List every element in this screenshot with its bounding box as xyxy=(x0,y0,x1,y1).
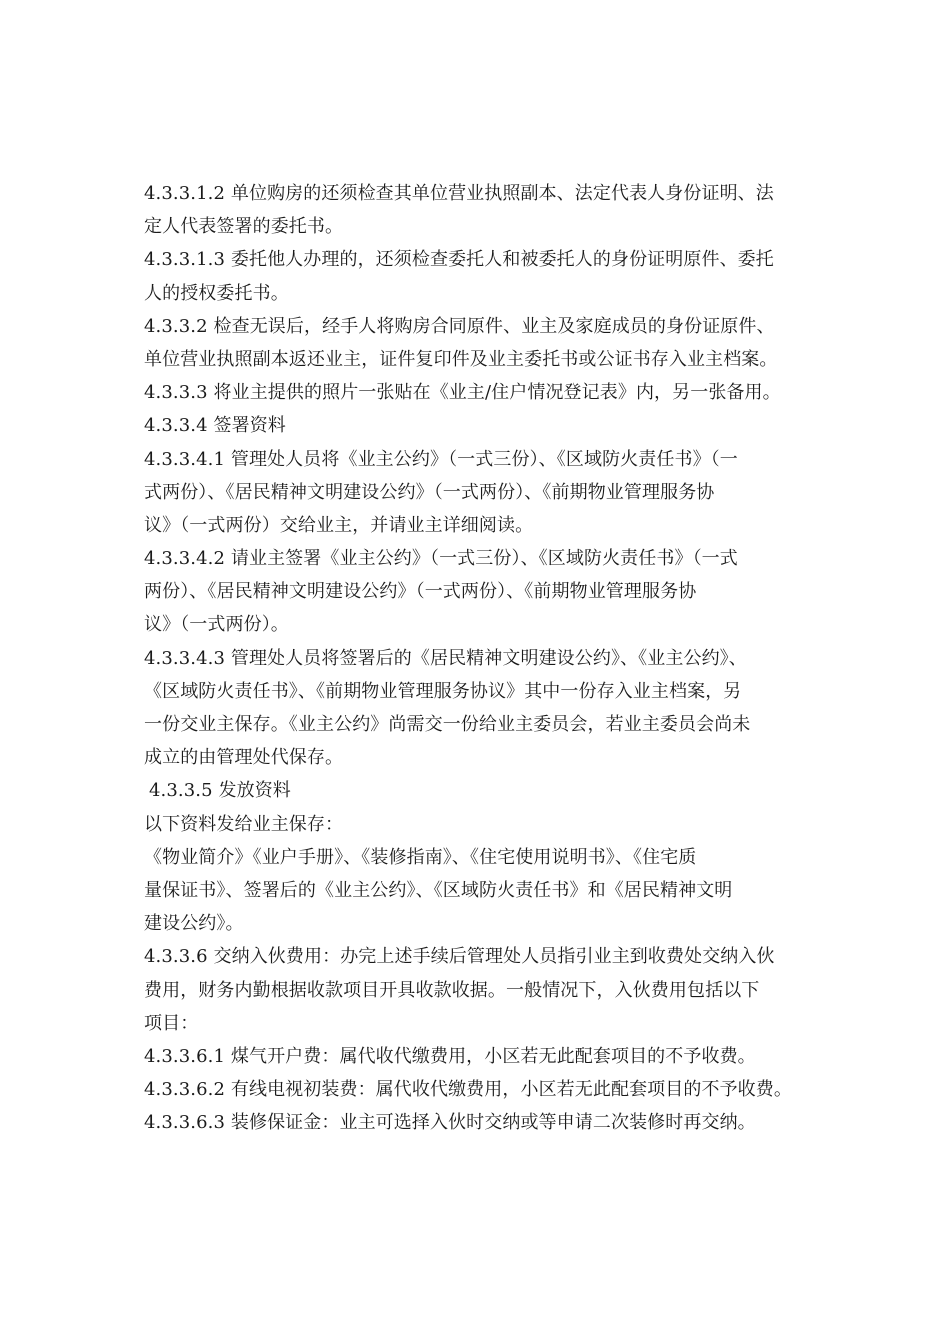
line-4-3-3-4-2-c: 议》（一式两份）。 xyxy=(144,614,289,636)
line-4-3-3-2-b: 单位营业执照副本返还业主，证件复印件及业主委托书或公证书存入业主档案。 xyxy=(144,348,778,370)
line-4-3-3-4-3-c: 一份交业主保存。《业主公约》尚需交一份给业主委员会，若业主委员会尚未 xyxy=(144,714,751,735)
line-4-3-3-1-3-a: 4.3.3.1.3 委托他人办理的，还须检查委托人和被委托人的身份证明原件、委托 xyxy=(144,249,774,271)
line-4-3-3-4-3-d: 成立的由管理处代保存。 xyxy=(144,747,344,769)
line-4-3-3-4-2-a: 4.3.3.4.2 请业主签署《业主公约》（一式三份）、《区域防火责任书》（一式 xyxy=(144,548,738,570)
line-4-3-3-6-2: 4.3.3.6.2 有线电视初装费：属代收代缴费用，小区若无此配套项目的不予收费。 xyxy=(144,1079,792,1101)
line-4-3-3-6-1: 4.3.3.6.1 煤气开户费：属代收代缴费用，小区若无此配套项目的不予收费。 xyxy=(144,1045,756,1067)
line-distribution-list-b: 量保证书》、签署后的《业主公约》、《区域防火责任书》和《居民精神文明 xyxy=(144,879,733,901)
line-4-3-3-6-3: 4.3.3.6.3 装修保证金：业主可选择入伙时交纳或等申请二次装修时再交纳。 xyxy=(144,1112,756,1134)
line-4-3-3-6-a: 4.3.3.6 交纳入伙费用：办完上述手续后管理处人员指引业主到收费处交纳入伙 xyxy=(144,946,775,968)
line-distribution-intro: 以下资料发给业主保存： xyxy=(144,813,344,835)
line-4-3-3-6-b: 费用，财务内勤根据收款项目开具收款收据。一般情况下，入伙费用包括以下 xyxy=(144,979,760,1001)
line-4-3-3-6-c: 项目： xyxy=(144,1012,199,1034)
line-4-3-3-2-a: 4.3.3.2 检查无误后，经手人将购房合同原件、业主及家庭成员的身份证原件、 xyxy=(144,315,775,337)
line-4-3-3-4-3-b: 《区域防火责任书》、《前期物业管理服务协议》其中一份存入业主档案，另 xyxy=(144,680,742,702)
line-4-3-3-1-3-b: 人的授权委托书。 xyxy=(144,282,289,304)
line-4-3-3-4-1-b: 式两份）、《居民精神文明建设公约》（一式两份）、《前期物业管理服务协 xyxy=(144,481,715,503)
line-distribution-list-c: 建设公约》。 xyxy=(144,913,244,935)
heading-4-3-3-4: 4.3.3.4 签署资料 xyxy=(144,415,286,437)
line-4-3-3-4-1-a: 4.3.3.4.1 管理处人员将《业主公约》（一式三份）、《区域防火责任书》（一 xyxy=(144,448,738,470)
line-4-3-3-4-3-a: 4.3.3.4.3 管理处人员将签署后的《居民精神文明建设公约》、《业主公约》、 xyxy=(144,647,747,669)
heading-4-3-3-5: 4.3.3.5 发放资料 xyxy=(149,780,291,802)
line-4-3-3-1-2-b: 定人代表签署的委托书。 xyxy=(144,216,344,238)
line-4-3-3-4-2-b: 两份）、《居民精神文明建设公约》（一式两份）、《前期物业管理服务协 xyxy=(144,581,697,603)
line-4-3-3-1-2-a: 4.3.3.1.2 单位购房的还须检查其单位营业执照副本、法定代表人身份证明、法 xyxy=(144,183,774,204)
line-4-3-3-4-1-c: 议》（一式两份）交给业主，并请业主详细阅读。 xyxy=(144,514,534,536)
document-body xyxy=(144,177,824,1139)
line-distribution-list-a: 《物业简介》《业户手册》、《装修指南》、《住宅使用说明书》、《住宅质 xyxy=(144,846,697,868)
line-4-3-3-3: 4.3.3.3 将业主提供的照片一张贴在《业主/住户情况登记表》内，另一张备用。 xyxy=(144,382,781,404)
